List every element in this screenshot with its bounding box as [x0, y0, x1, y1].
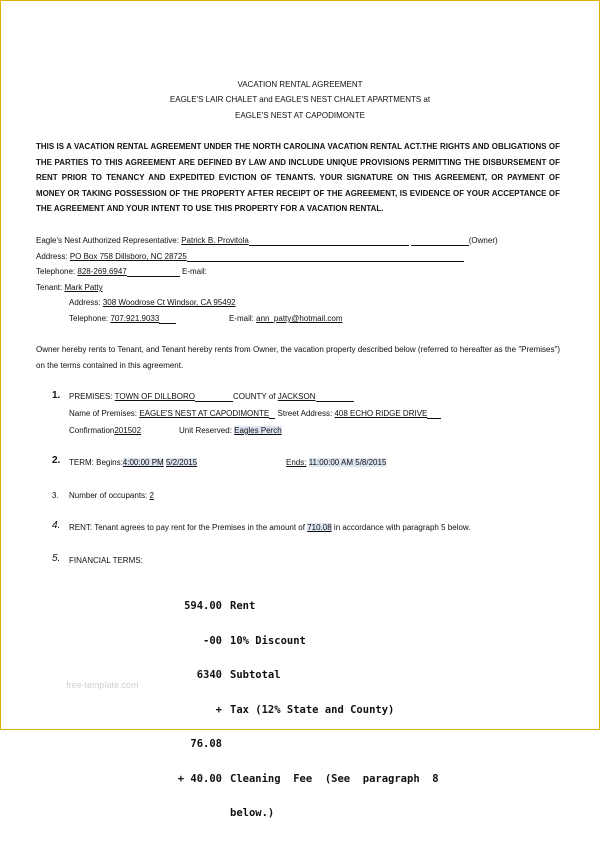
- tenant-address-row: [69, 298, 236, 308]
- rep-underline-2: [411, 236, 469, 246]
- item-4-number: 4.: [52, 520, 61, 531]
- watermark-text: free-template.com: [66, 680, 139, 690]
- premises-underline: [195, 392, 233, 402]
- term-label: TERM: Begins:: [69, 458, 123, 467]
- tenant-value: Mark Patty: [64, 283, 103, 292]
- amount-tax-sign: +: [215, 703, 222, 716]
- occupants-row: [69, 491, 154, 501]
- occupants-value: 2: [149, 491, 154, 500]
- tenant-telephone-label: Telephone:: [69, 314, 109, 323]
- financial-terms-label: FINANCIAL TERMS:: [69, 556, 143, 565]
- owner-label: (Owner): [468, 236, 498, 245]
- street-underline: [427, 409, 441, 419]
- label-discount: 10% Discount: [230, 634, 306, 647]
- term-begin-date: 5/2/2015: [165, 458, 198, 467]
- amount-subtotal: 6340: [196, 669, 222, 681]
- tenant-address-label: Address:: [69, 298, 101, 307]
- telephone-row: [36, 267, 207, 277]
- tenant-email-label: E-mail:: [229, 314, 254, 323]
- rent-row: [69, 523, 470, 533]
- unit-label: Unit Reserved:: [179, 426, 232, 435]
- address-row: [36, 252, 464, 262]
- address-value: PO Box 758 Dillsboro, NC 28725: [69, 252, 187, 261]
- label-subtotal: Subtotal: [230, 669, 281, 681]
- tenant-email-row: [229, 314, 343, 324]
- telephone-value: 828-269.6947: [77, 267, 127, 276]
- item-1-number: 1.: [52, 390, 61, 401]
- amount-discount: -00: [203, 634, 222, 647]
- label-cleaning-cont: below.): [230, 807, 275, 819]
- amount-rent: 594.00: [184, 600, 222, 612]
- address-label: Address:: [36, 252, 68, 261]
- tenant-label: Tenant:: [36, 283, 63, 292]
- tenant-address-value: 308 Woodrose Ct Windsor, CA 95492: [102, 298, 236, 307]
- tenant-email-value: ann_patty@hotmail.com: [256, 314, 343, 323]
- premises-row: [69, 392, 354, 402]
- email-label: E-mail:: [182, 267, 207, 276]
- confirmation-label: Confirmation: [69, 426, 115, 435]
- unit-row: [179, 426, 282, 436]
- premises-value: TOWN OF DILLBORO: [114, 392, 195, 401]
- telephone-underline: [127, 267, 180, 277]
- amount-cleaning: + 40.00: [177, 772, 222, 785]
- rent-statement: Owner hereby rents to Tenant, and Tenant hereby rents from Owner, the vacation property described below (referred to hereafter as the "Premises") on the terms contained in this agreement.: [36, 345, 560, 370]
- street-label: Street Address:: [277, 409, 333, 418]
- amount-tax: 76.08: [190, 738, 222, 750]
- rep-label: Eagle's Nest Authorized Representative:: [36, 236, 179, 245]
- term-begin-time: 4:00:00 PM: [122, 458, 164, 467]
- county-label: COUNTY of: [232, 392, 276, 401]
- intro-paragraph: THIS IS A VACATION RENTAL AGREEMENT UNDER THE NORTH CAROLINA VACATION RENTAL ACT.THE RIGHTS AND OBLIGATIONS OF THE PARTIES TO THIS AGREEMENT ARE DEFINED BY LAW AND INCLUDE UNIQUE PROVISIONS PERMITTING THE DISBURSEMENT OF RENT PRIOR TO TENANCY AND EXPEDITED EVICTION OF TENANTS. YOUR SIGNATURE ON THIS AGREEMENT, OR PAYMENT OF MONEY OR TAKING POSSESSION OF THE PROPERTY AFTER RECEIPT OF THE AGREEMENT, IS EVIDENCE OF YOUR ACCEPTANCE OF THE AGREEMENT AND YOUR INTENT TO USE THIS PROPERTY FOR A VACATION RENTAL.: [36, 142, 560, 214]
- rent-amount: 710.08: [307, 523, 332, 532]
- financial-labels: [230, 578, 439, 843]
- term-end-value: 11:00:00 AM 5/8/2015: [308, 458, 387, 467]
- occupants-label: Number of occupants:: [69, 491, 148, 500]
- item-2-number: 2.: [52, 455, 61, 466]
- label-blank: [230, 739, 439, 751]
- confirmation-value: 201502: [114, 426, 142, 435]
- county-underline: [316, 392, 354, 402]
- premises-name-label: Name of Premises:: [69, 409, 138, 418]
- financial-amounts: [166, 578, 222, 808]
- rep-underline: [249, 236, 409, 246]
- telephone-label: Telephone:: [36, 267, 76, 276]
- premises-label: PREMISES:: [69, 392, 113, 401]
- premises-name-row: [69, 409, 441, 419]
- county-value: JACKSON: [277, 392, 316, 401]
- confirmation-row: [69, 426, 141, 436]
- item-5-number: 5.: [52, 553, 61, 564]
- doc-title: VACATION RENTAL AGREEMENT: [237, 80, 363, 89]
- tenant-row: [36, 283, 103, 293]
- rent-text-before: RENT: Tenant agrees to pay rent for the Premises in the amount of: [69, 523, 305, 532]
- premises-name-underline: [269, 409, 275, 419]
- unit-value: Eagles Perch: [234, 426, 282, 435]
- doc-subtitle: EAGLE'S LAIR CHALET and EAGLE'S NEST CHALET APARTMENTS at: [169, 95, 431, 104]
- label-rent: Rent: [230, 600, 256, 612]
- rep-row: [36, 236, 498, 246]
- label-cleaning: Cleaning Fee (See paragraph 8: [230, 772, 439, 785]
- address-underline: [187, 252, 464, 262]
- tenant-telephone-underline: [159, 314, 176, 324]
- tenant-telephone-value: 707.921.9033: [110, 314, 160, 323]
- doc-subtitle-2: EAGLE'S NEST AT CAPODIMONTE: [234, 111, 365, 120]
- rent-text-after: in accordance with paragraph 5 below.: [333, 523, 471, 532]
- term-row: [69, 458, 197, 468]
- rep-value: Patrick B. Provitola: [181, 236, 249, 245]
- term-end-row: [286, 458, 386, 468]
- tenant-telephone-row: [69, 314, 176, 324]
- item-3-number: 3.: [52, 491, 59, 500]
- street-value: 408 ECHO RIDGE DRIVE: [334, 409, 428, 418]
- premises-name-value: EAGLE'S NEST AT CAPODIMONTE: [139, 409, 270, 418]
- term-ends-label: Ends:: [286, 458, 307, 467]
- label-tax: Tax (12% State and County): [230, 703, 395, 716]
